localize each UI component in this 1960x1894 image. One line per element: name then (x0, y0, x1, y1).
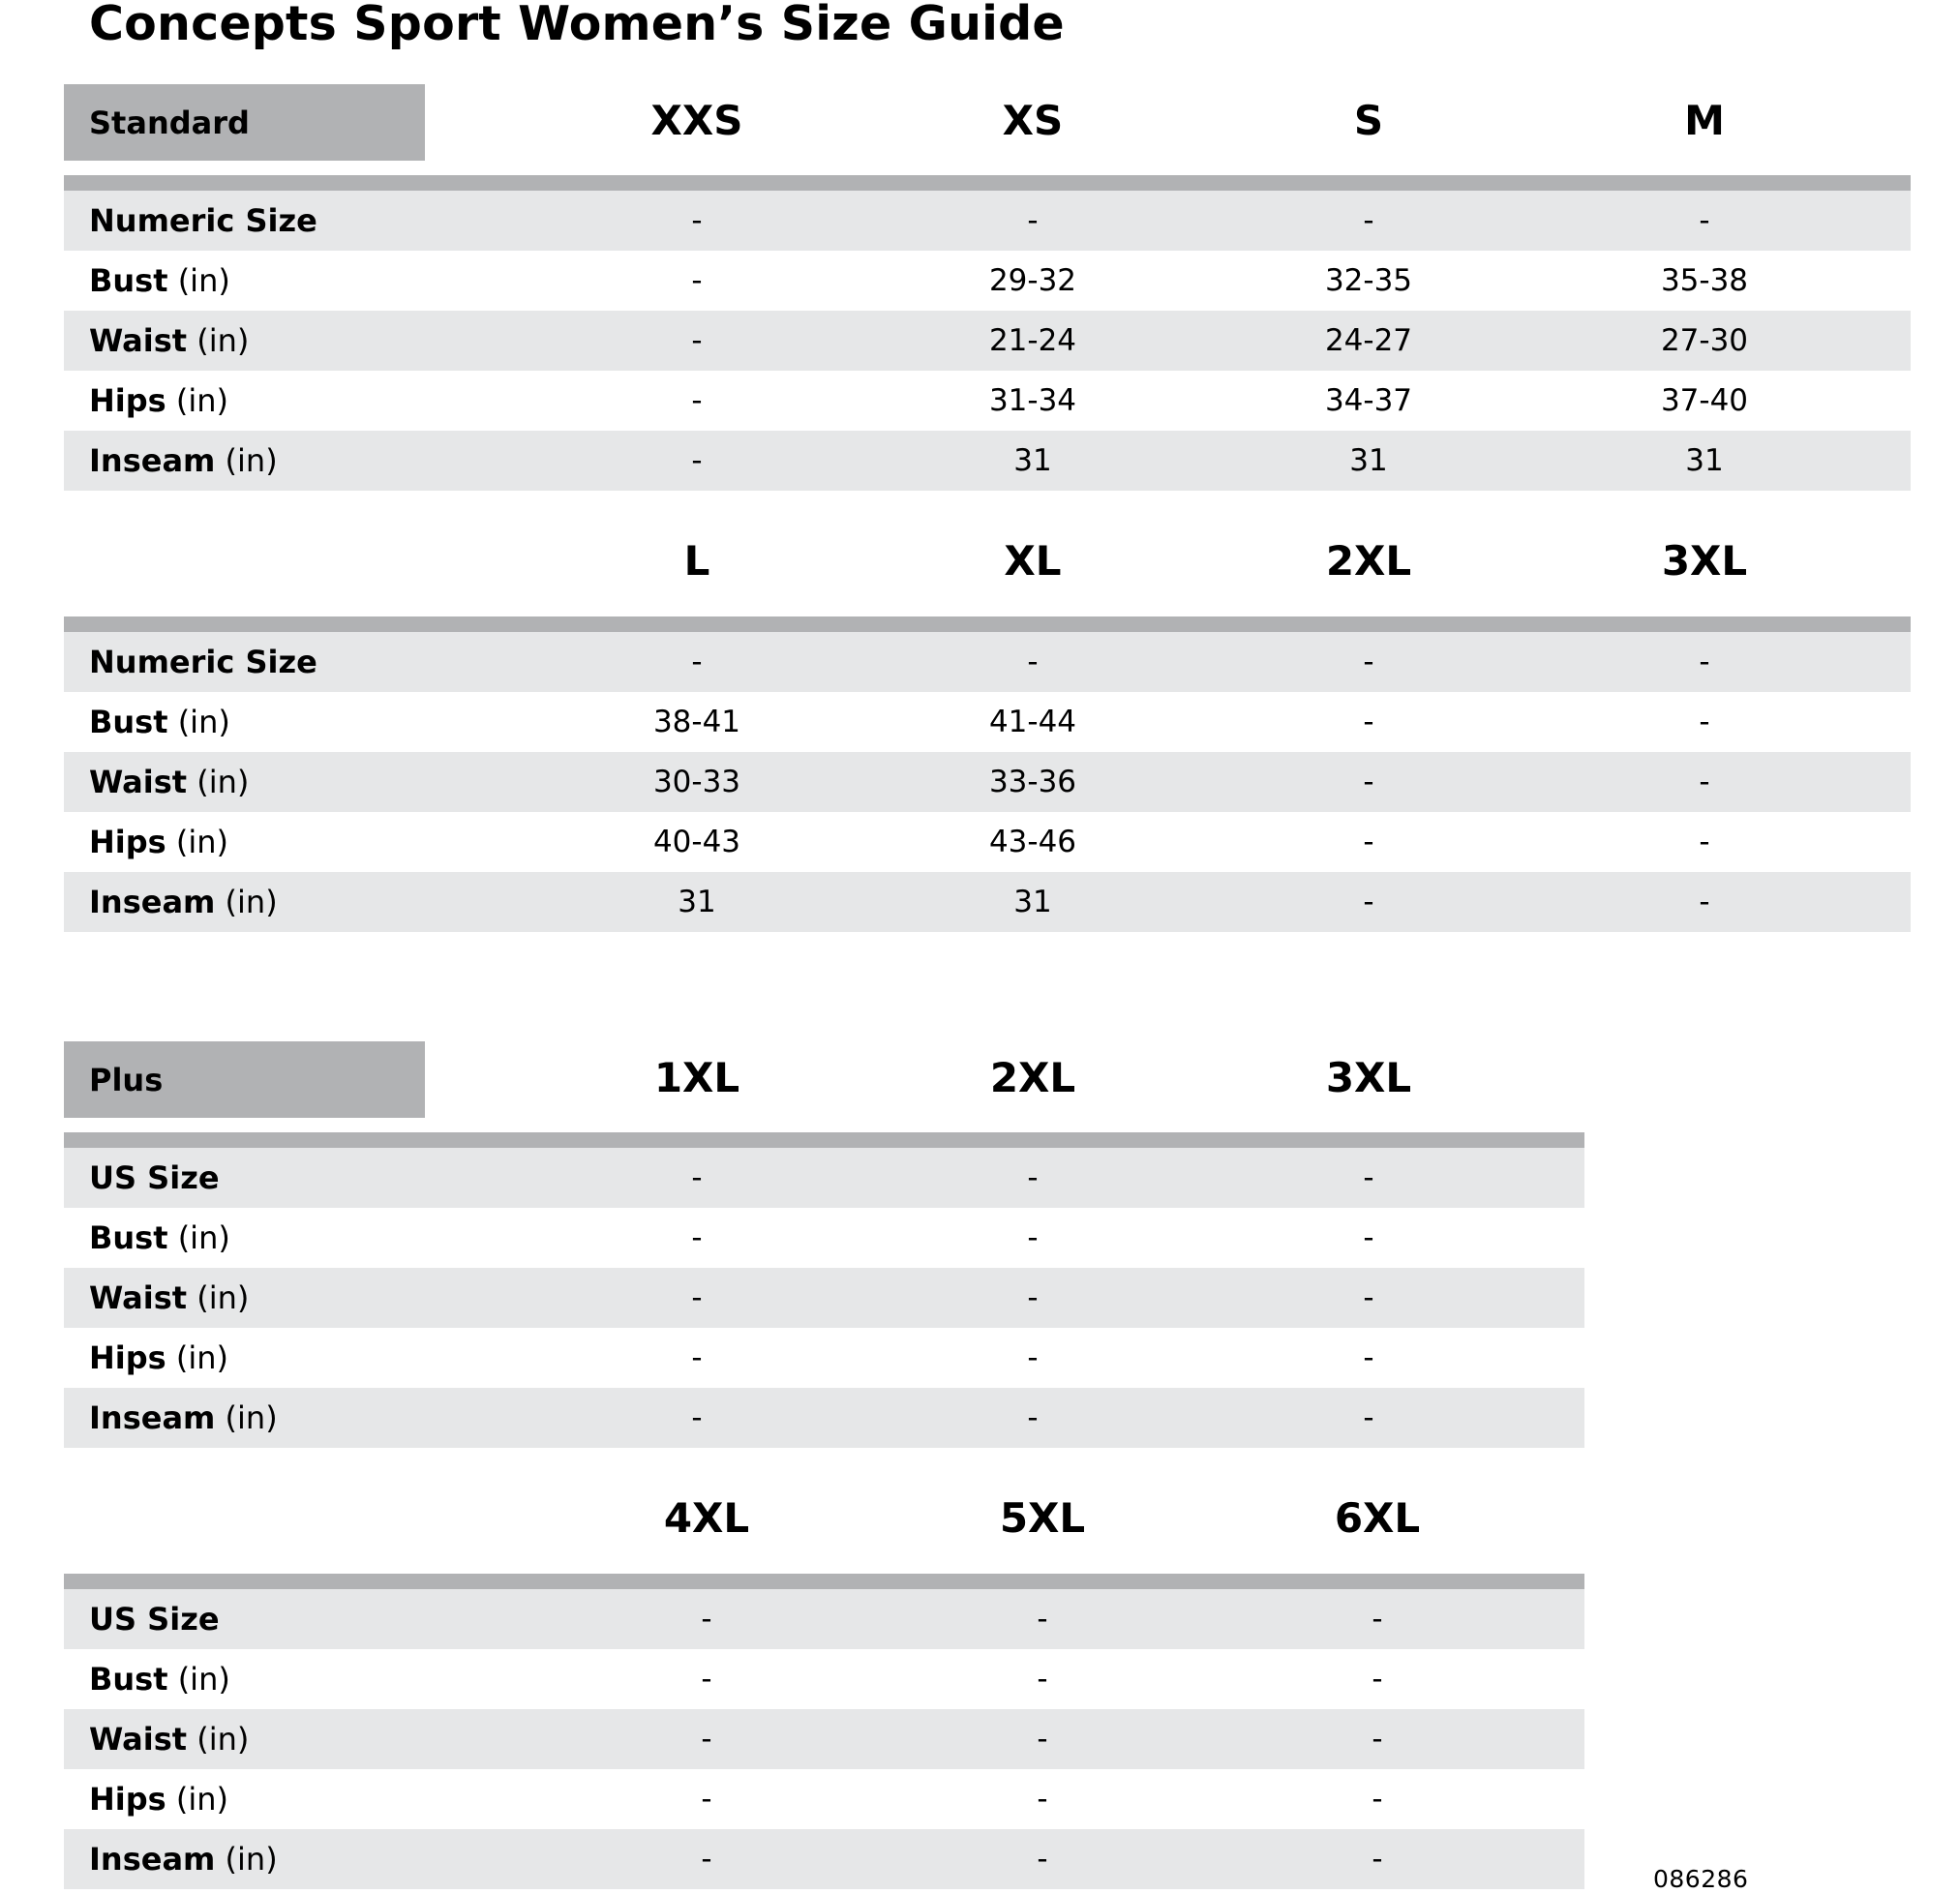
table-row (64, 1388, 1584, 1448)
table-cell: 40-43 (652, 825, 741, 859)
table-cell: 31 (1685, 443, 1724, 478)
table-cell: - (1363, 765, 1374, 799)
table-cell: - (1027, 1400, 1039, 1435)
row-label (89, 1268, 249, 1328)
table-cell: 35-38 (1660, 263, 1749, 298)
table-cell: - (1363, 705, 1374, 739)
measure-unit: (in) (196, 764, 250, 800)
size-header: 6XL (1334, 1494, 1421, 1542)
table-cell: - (691, 1280, 703, 1315)
table-row (64, 1829, 1584, 1889)
size-header: XXS (650, 97, 743, 144)
table-cell: - (691, 383, 703, 418)
plus-label: Plus (64, 1041, 425, 1118)
table-cell: 31 (1349, 443, 1388, 478)
table-cell: - (691, 203, 703, 238)
table-cell: - (1027, 1340, 1039, 1375)
measure-name: Hips (89, 1781, 166, 1818)
table-row (64, 251, 1911, 311)
table-cell: - (1372, 1782, 1383, 1817)
table-cell: 38-41 (652, 705, 741, 739)
table-row (64, 1208, 1584, 1268)
standard-label: Standard (64, 84, 425, 161)
row-label (89, 431, 278, 491)
table-row (64, 311, 1911, 371)
measure-unit: (in) (196, 1279, 250, 1316)
table-cell: - (1699, 885, 1710, 919)
measure-name: Bust (89, 704, 168, 740)
table-cell: - (1363, 825, 1374, 859)
table-cell: 31-34 (988, 383, 1077, 418)
table-cell: 21-24 (988, 323, 1077, 358)
table-cell: - (1027, 645, 1039, 679)
measure-unit: (in) (177, 704, 230, 740)
measure-name: Waist (89, 322, 188, 359)
table-row (64, 1769, 1584, 1829)
table-cell: - (1027, 1280, 1039, 1315)
measure-name: Hips (89, 824, 166, 860)
measure-name: US Size (89, 1601, 220, 1638)
row-label (89, 1328, 228, 1388)
measure-name: Waist (89, 1721, 188, 1758)
table-cell: - (1027, 203, 1039, 238)
table-cell: - (691, 1160, 703, 1195)
measure-unit: (in) (196, 1721, 250, 1758)
table-cell: - (1027, 1220, 1039, 1255)
table-cell: - (691, 263, 703, 298)
measure-name: Numeric Size (89, 202, 317, 239)
table-cell: 27-30 (1660, 323, 1749, 358)
measure-unit: (in) (177, 1219, 230, 1256)
table-cell: - (691, 443, 703, 478)
table-cell: - (701, 1722, 712, 1757)
divider-bar (64, 175, 1911, 191)
row-label (89, 1829, 278, 1889)
measure-name: US Size (89, 1159, 220, 1196)
measure-unit: (in) (225, 1399, 278, 1436)
row-label (89, 692, 230, 752)
measure-name: Bust (89, 1219, 168, 1256)
measure-unit: (in) (225, 1841, 278, 1878)
size-header: S (1353, 97, 1384, 144)
table-row (64, 1328, 1584, 1388)
page-title: Concepts Sport Women’s Size Guide (89, 0, 1065, 51)
measure-name: Hips (89, 382, 166, 419)
table-cell: 31 (1013, 885, 1052, 919)
row-label (89, 752, 249, 812)
size-header: 3XL (1325, 1054, 1412, 1101)
measure-unit: (in) (225, 442, 278, 479)
measure-name: Numeric Size (89, 644, 317, 680)
size-header: 4XL (663, 1494, 750, 1542)
table-cell: 37-40 (1660, 383, 1749, 418)
measure-name: Inseam (89, 1841, 216, 1878)
table-row (64, 431, 1911, 491)
table-cell: - (1699, 645, 1710, 679)
divider-bar (64, 616, 1911, 632)
table-cell: - (701, 1842, 712, 1877)
table-cell: 29-32 (988, 263, 1077, 298)
row-label (89, 1649, 230, 1709)
table-cell: - (1037, 1722, 1048, 1757)
table-cell: - (1037, 1602, 1048, 1637)
table-cell: - (1037, 1662, 1048, 1697)
table-cell: - (1372, 1722, 1383, 1757)
measure-name: Waist (89, 764, 188, 800)
size-header: M (1684, 97, 1725, 144)
row-label (89, 1208, 230, 1268)
table-cell: - (1363, 645, 1374, 679)
table-cell: 24-27 (1324, 323, 1413, 358)
measure-name: Bust (89, 1661, 168, 1698)
table-cell: - (1699, 705, 1710, 739)
size-header: 3XL (1661, 537, 1748, 585)
table-cell: 31 (678, 885, 716, 919)
table-cell: 43-46 (988, 825, 1077, 859)
table-row (64, 752, 1911, 812)
table-cell: - (1363, 203, 1374, 238)
document-code: 086286 (1653, 1865, 1749, 1893)
table-cell: 33-36 (988, 765, 1077, 799)
row-label (89, 311, 249, 371)
measure-unit: (in) (225, 884, 278, 920)
table-row (64, 1649, 1584, 1709)
row-label (89, 1388, 278, 1448)
measure-name: Hips (89, 1339, 166, 1376)
table-cell: 32-35 (1324, 263, 1413, 298)
table-cell: - (691, 1340, 703, 1375)
table-cell: - (1363, 885, 1374, 919)
measure-name: Inseam (89, 442, 216, 479)
table-cell: - (1372, 1662, 1383, 1697)
size-header: 5XL (999, 1494, 1086, 1542)
size-header: XS (1002, 97, 1064, 144)
size-header: 2XL (1325, 537, 1412, 585)
table-cell: - (1363, 1280, 1374, 1315)
table-cell: - (701, 1782, 712, 1817)
measure-name: Waist (89, 1279, 188, 1316)
table-cell: - (1363, 1160, 1374, 1195)
table-row (64, 1589, 1584, 1649)
table-cell: - (691, 323, 703, 358)
measure-unit: (in) (175, 382, 229, 419)
table-cell: - (1027, 1160, 1039, 1195)
measure-unit: (in) (177, 1661, 230, 1698)
table-row (64, 1268, 1584, 1328)
measure-name: Inseam (89, 884, 216, 920)
table-row (64, 191, 1911, 251)
row-label (89, 812, 228, 872)
row-label (89, 371, 228, 431)
divider-bar (64, 1574, 1584, 1589)
size-header: XL (1004, 537, 1062, 585)
table-cell: - (691, 1220, 703, 1255)
table-cell: - (691, 645, 703, 679)
measure-unit: (in) (175, 824, 229, 860)
table-cell: - (1037, 1842, 1048, 1877)
row-label (89, 1769, 228, 1829)
table-row (64, 1709, 1584, 1769)
row-label (89, 1148, 220, 1208)
row-label (89, 191, 317, 251)
size-header: 1XL (653, 1054, 740, 1101)
row-label (89, 872, 278, 932)
size-header: 2XL (989, 1054, 1076, 1101)
divider-bar (64, 1132, 1584, 1148)
table-cell: - (701, 1602, 712, 1637)
table-row (64, 812, 1911, 872)
table-cell: - (1699, 825, 1710, 859)
table-cell: - (691, 1400, 703, 1435)
table-cell: - (1037, 1782, 1048, 1817)
table-cell: - (701, 1662, 712, 1697)
table-cell: - (1363, 1340, 1374, 1375)
row-label (89, 1589, 220, 1649)
row-label (89, 632, 317, 692)
table-cell: 41-44 (988, 705, 1077, 739)
table-cell: - (1699, 203, 1710, 238)
table-cell: 34-37 (1324, 383, 1413, 418)
measure-unit: (in) (177, 262, 230, 299)
table-cell: - (1363, 1220, 1374, 1255)
table-row (64, 371, 1911, 431)
table-row (64, 1148, 1584, 1208)
table-cell: - (1372, 1602, 1383, 1637)
measure-unit: (in) (196, 322, 250, 359)
table-cell: 31 (1013, 443, 1052, 478)
table-cell: - (1372, 1842, 1383, 1877)
table-cell: - (1699, 765, 1710, 799)
table-row (64, 632, 1911, 692)
measure-name: Inseam (89, 1399, 216, 1436)
measure-name: Bust (89, 262, 168, 299)
row-label (89, 1709, 249, 1769)
row-label (89, 251, 230, 311)
table-row (64, 872, 1911, 932)
measure-unit: (in) (175, 1339, 229, 1376)
measure-unit: (in) (175, 1781, 229, 1818)
table-row (64, 692, 1911, 752)
table-cell: 30-33 (652, 765, 741, 799)
table-cell: - (1363, 1400, 1374, 1435)
size-header: L (683, 537, 710, 585)
